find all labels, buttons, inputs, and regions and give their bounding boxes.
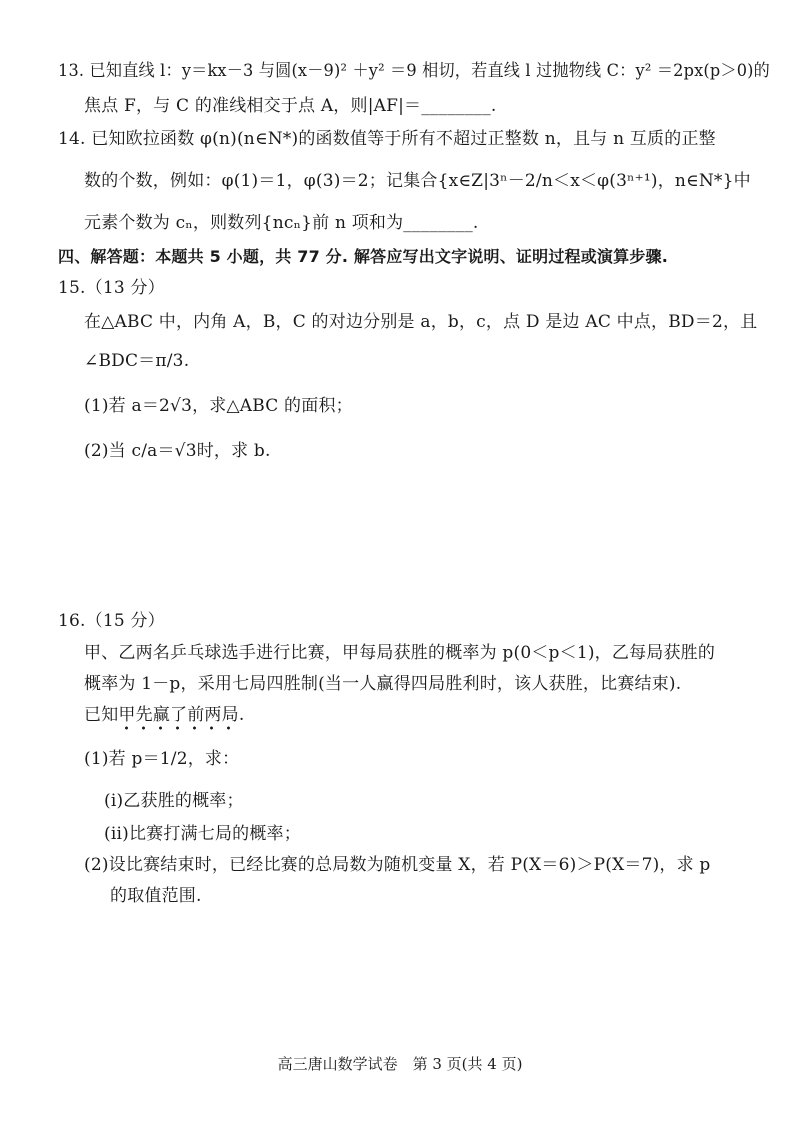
q16-line-3-suffix: . (238, 705, 245, 725)
q16-part-1-i: (i)乙获胜的概率； (104, 791, 244, 811)
q16-line-3-prefix: 已知 (84, 705, 119, 725)
q16-part-2-line-2: 的取值范围. (110, 886, 202, 906)
q16-part-1: (1)若 p＝1/2，求： (84, 749, 240, 769)
q15-part-2: (2)当 c/a＝√3时，求 b. (84, 441, 271, 461)
q14-line-3: 元素个数为 cₙ，则数列{ncₙ}前 n 项和为________. (84, 213, 479, 233)
page-footer: 高三唐山数学试卷 第 3 页(共 4 页) (277, 1055, 523, 1073)
q14-line-1: 14. 已知欧拉函数 φ(n)(n∈N*)的函数值等于所有不超过正整数 n，且与 n 互质的正整 (58, 129, 716, 149)
q13-line-2: 焦点 F，与 C 的准线相交于点 A，则|AF|＝________. (84, 96, 497, 116)
q16-line-1: 甲、乙两名乒乓球选手进行比赛，甲每局获胜的概率为 p(0＜p＜1)，乙每局获胜的 (84, 643, 716, 663)
q14-line-2: 数的个数，例如：φ(1)＝1，φ(3)＝2；记集合{x∈Z|3ⁿ－2/n＜x＜φ(3ⁿ⁺¹)，n∈N*}中 (84, 171, 751, 191)
q16-line-3 (84, 704, 244, 726)
q15-header: 15.（13 分） (58, 278, 165, 298)
emphasis-text: 甲先赢了前两局 (118, 705, 238, 731)
q15-part-1: (1)若 a＝2√3，求△ABC 的面积； (84, 396, 353, 416)
q15-line-2: ∠BDC＝π/3. (84, 351, 190, 371)
q15-line-1: 在△ABC 中，内角 A，B，C 的对边分别是 a，b，c，点 D 是边 AC 中点，BD＝2，且 (84, 312, 758, 332)
q16-line-2: 概率为 1－p，采用七局四胜制(当一人赢得四局胜利时，该人获胜，比赛结束). (84, 674, 682, 694)
q16-part-1-ii: (ii)比赛打满七局的概率； (104, 824, 301, 844)
q16-part-2-line-1: (2)设比赛结束时，已经比赛的总局数为随机变量 X，若 P(X＝6)＞P(X＝7)，求 p (84, 855, 711, 875)
q16-header: 16.（15 分） (58, 611, 165, 631)
q13-line-1: 13. 已知直线 l：y＝kx－3 与圆(x－9)² ＋y² ＝9 相切，若直线 l 过抛物线 C：y² ＝2px(p＞0)的 (58, 61, 770, 81)
section-heading: 四、解答题：本题共 5 小题，共 77 分. 解答应写出文字说明、证明过程或演算步骤. (58, 247, 669, 266)
